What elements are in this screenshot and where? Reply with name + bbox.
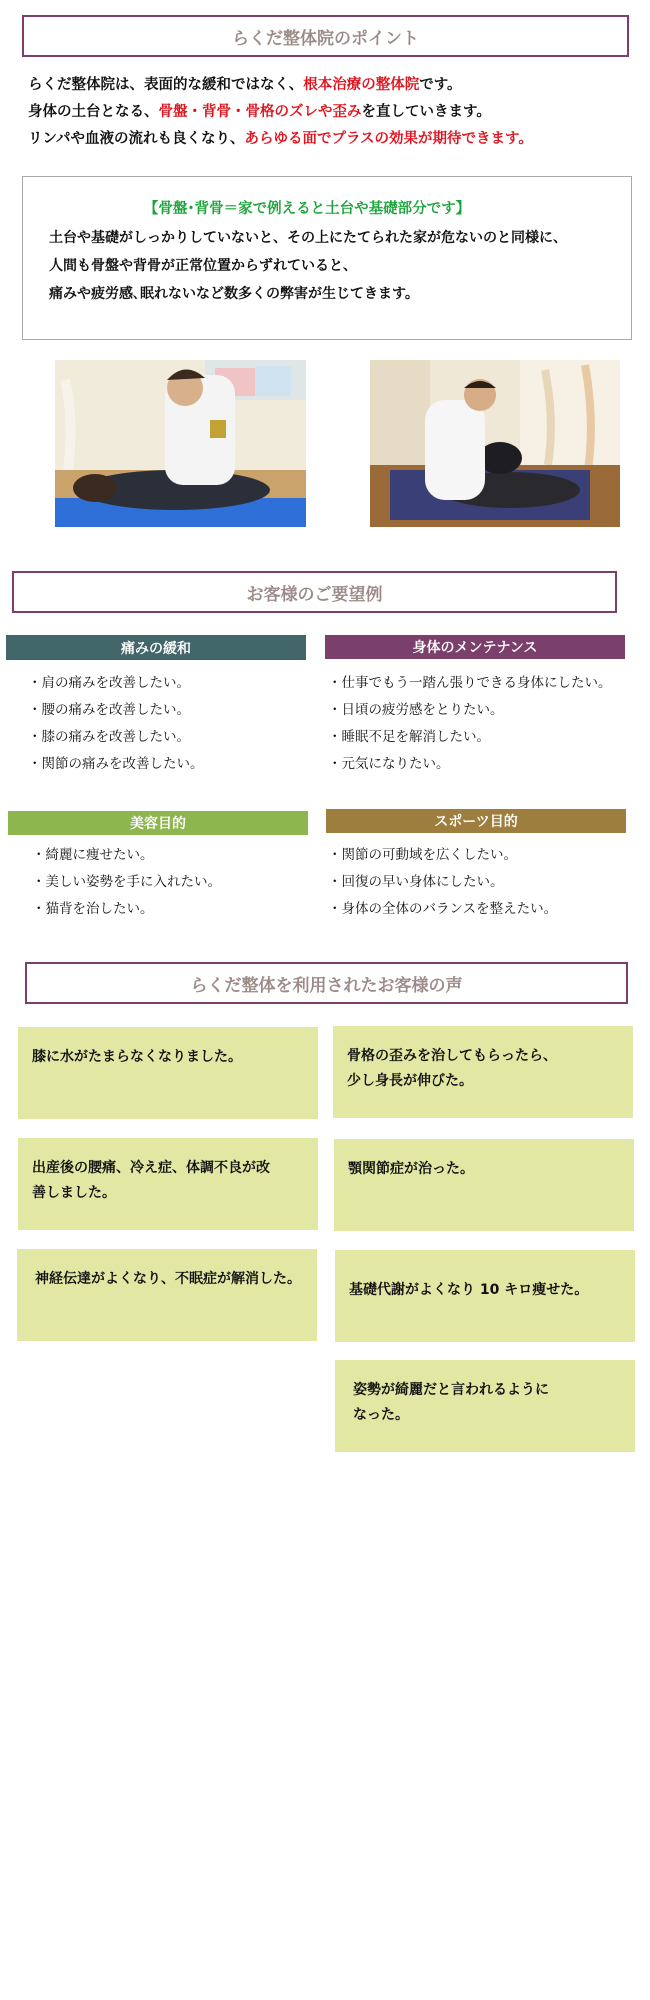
voice-card [335, 1250, 635, 1342]
list-item: ・肩の痛みを改善したい。 [28, 675, 190, 691]
explain-body [49, 224, 631, 308]
voice-line: 善しました。 [32, 1185, 116, 1201]
points-intro [28, 72, 628, 153]
list-item: ・関節の可動域を広くしたい。 [328, 847, 517, 863]
list-item: ・猫背を治したい。 [32, 901, 154, 917]
list-item: ・関節の痛みを改善したい。 [28, 756, 204, 772]
category-sports: スポーツ目的 [326, 809, 626, 833]
category-maintenance: 身体のメンテナンス [325, 635, 625, 659]
voice-card [333, 1026, 633, 1118]
voice-line: 基礎代謝がよくなり 10 キロ痩せた。 [349, 1282, 589, 1298]
category-beauty: 美容目的 [8, 811, 308, 835]
voice-line: 少し身長が伸びた。 [347, 1073, 473, 1089]
list-item: ・元気になりたい。 [328, 756, 450, 772]
treatment-photo-1 [55, 360, 306, 527]
list-item: ・睡眠不足を解消したい。 [328, 729, 490, 745]
list-item: ・膝の痛みを改善したい。 [28, 729, 190, 745]
category-pain-relief: 痛みの緩和 [6, 635, 306, 660]
voice-line: 神経伝達がよくなり、不眠症が解消した。 [35, 1271, 301, 1287]
explain-box [22, 176, 632, 340]
category-pain-relief-list [28, 670, 204, 778]
intro-line-3: リンパや血液の流れも良くなり、あらゆる面でプラスの効果が期待できます。 [28, 131, 533, 147]
voice-card [334, 1139, 634, 1231]
category-sports-list [328, 842, 557, 923]
voice-card [18, 1027, 318, 1119]
voice-line: なった。 [353, 1407, 409, 1423]
treatment-photo-2 [370, 360, 620, 527]
voice-line: 膝に水がたまらなくなりました。 [32, 1049, 242, 1065]
voice-line: 顎関節症が治った。 [348, 1161, 474, 1177]
list-item: ・身体の全体のバランスを整えたい。 [328, 901, 558, 917]
explain-line: 土台や基礎がしっかりしていないと、その上にたてられた家が危ないのと同様に、 [49, 230, 567, 246]
explain-heading: 【骨盤･背骨＝家で例えると土台や基礎部分です】 [143, 201, 471, 217]
voice-card [17, 1249, 317, 1341]
list-item: ・腰の痛みを改善したい。 [28, 702, 190, 718]
voice-card [18, 1138, 318, 1230]
intro-line-2: 身体の土台となる、骨盤・背骨・骨格のズレや歪みを直していきます。 [28, 104, 491, 120]
explain-line: 人間も骨盤や背骨が正常位置からずれていると、 [49, 258, 357, 274]
list-item: ・回復の早い身体にしたい。 [328, 874, 504, 890]
voice-line: 出産後の腰痛、冷え症、体調不良が改 [32, 1160, 270, 1176]
explain-line: 痛みや疲労感､眠れないなど数多くの弊害が生じてきます。 [49, 286, 419, 302]
points-section-title: らくだ整体院のポイント [22, 15, 629, 57]
requests-section-title: お客様のご要望例 [12, 571, 617, 613]
voice-line: 姿勢が綺麗だと言われるように [353, 1382, 549, 1398]
voice-line: 骨格の歪みを治してもらったら、 [347, 1048, 557, 1064]
category-beauty-list [32, 842, 221, 923]
list-item: ・仕事でもう一踏ん張りできる身体にしたい。 [328, 675, 612, 691]
list-item: ・綺麗に痩せたい。 [32, 847, 154, 863]
voice-card [335, 1360, 635, 1452]
category-maintenance-list [328, 670, 612, 778]
voices-section-title: らくだ整体を利用されたお客様の声 [25, 962, 628, 1004]
intro-line-1: らくだ整体院は、表面的な緩和ではなく、根本治療の整体院です。 [28, 77, 462, 93]
list-item: ・日頃の疲労感をとりたい。 [328, 702, 504, 718]
list-item: ・美しい姿勢を手に入れたい。 [32, 874, 221, 890]
